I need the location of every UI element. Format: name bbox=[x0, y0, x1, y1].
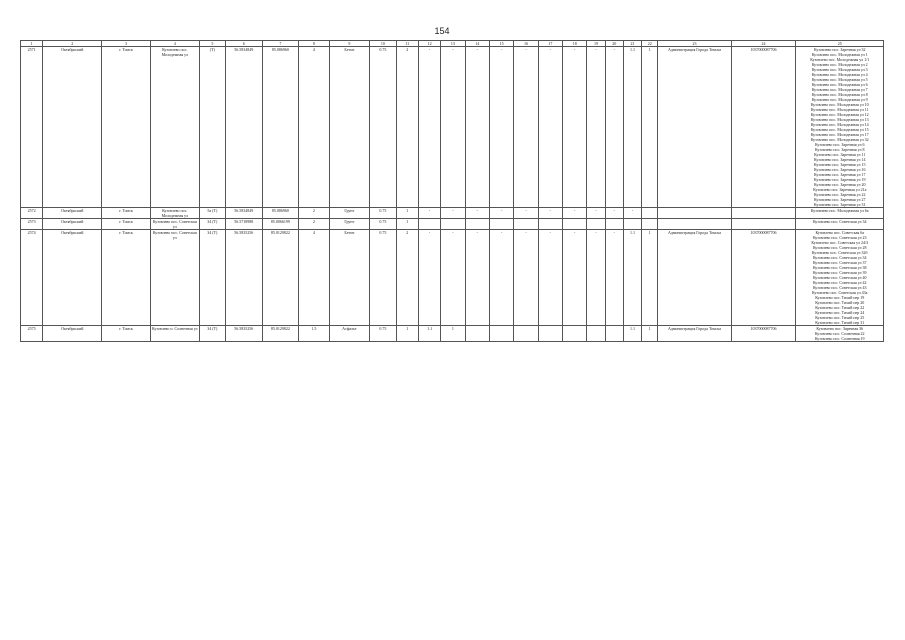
header-cell: 11 bbox=[396, 41, 418, 47]
address-line: Кузовлево пос. Молодежная ул 17 bbox=[810, 132, 869, 137]
header-cell: 8 bbox=[299, 41, 329, 47]
table-cell bbox=[605, 326, 623, 342]
header-cell: 19 bbox=[587, 41, 605, 47]
table-cell bbox=[605, 219, 623, 230]
address-line: Кузовлево пос. Молодежная ул 4 bbox=[811, 72, 868, 77]
table-cell bbox=[465, 219, 489, 230]
table-cell: 2 bbox=[299, 208, 329, 219]
address-line: Кузовлево пос. Заречная ул 22 bbox=[814, 192, 866, 197]
address-list-cell bbox=[796, 230, 884, 326]
address-line: Кузовлево пос. Советская ул 24/3 bbox=[811, 240, 869, 245]
table-cell: - bbox=[514, 230, 538, 326]
table-cell: 2572 bbox=[21, 208, 43, 219]
address-line: Кузовлево пос. Заречная ул 14 bbox=[814, 157, 866, 162]
address-line: Кузовлево пос. Молодежная ул 13 bbox=[810, 117, 869, 122]
table-cell: - bbox=[489, 47, 513, 208]
address-line: Кузовлево пос. Тихий пер 31 bbox=[815, 320, 865, 325]
address-line: Кузовлево пос. Советская ул 32б bbox=[811, 250, 868, 255]
table-cell: г. Томск bbox=[102, 326, 151, 342]
table-cell bbox=[538, 219, 562, 230]
table-cell: - bbox=[465, 208, 489, 219]
table-row bbox=[21, 47, 884, 208]
table-cell: - bbox=[538, 47, 562, 208]
table-cell: 56.5835256 bbox=[226, 326, 263, 342]
table-cell: 56.5834849 bbox=[226, 47, 263, 208]
page-number: 154 bbox=[434, 26, 450, 36]
header-cell: 7 bbox=[262, 41, 299, 47]
address-line: Кузовлево пос. Советская ул 28 bbox=[812, 245, 867, 250]
table-cell: 5а (Т) bbox=[199, 208, 225, 219]
address-line: Кузовлево пос. Советская ул 39 bbox=[812, 270, 867, 275]
address-line: Кузовлево пос. Молодежная ул 6 bbox=[811, 82, 868, 87]
table-cell: 34 (Т) bbox=[199, 219, 225, 230]
address-line: Кузовлево пос. Заречная ул 16 bbox=[814, 167, 866, 172]
table-cell: - bbox=[441, 47, 465, 208]
address-line: Кузовлево пос. Молодежная ул 8 bbox=[811, 92, 868, 97]
address-line: Кузовлево пос. Солнечная 19 bbox=[814, 336, 865, 341]
address-line: Кузовлево пос. Тихий пер 20 bbox=[815, 300, 865, 305]
table-cell: - bbox=[465, 230, 489, 326]
address-line: Кузовлево пос. Заречная ул 32 bbox=[814, 47, 866, 52]
table-cell: г. Томск bbox=[102, 230, 151, 326]
table-cell: 85.0129822 bbox=[262, 230, 299, 326]
table-cell: 2571 bbox=[21, 47, 43, 208]
table-cell: 1 bbox=[441, 326, 465, 342]
table-cell: 4 bbox=[299, 230, 329, 326]
table-cell: Кузовлево пос. Молодежная ул bbox=[150, 47, 199, 208]
address-line: Кузовлево пос. Молодежная ул 11 bbox=[810, 107, 869, 112]
header-cell: 20 bbox=[605, 41, 623, 47]
table-cell: 1037000087706 bbox=[731, 230, 796, 326]
address-line: Кузовлево пос. Молодежная ул 2 bbox=[811, 62, 868, 67]
table-cell: Грунт bbox=[329, 208, 370, 219]
table-cell: Кузовлево пос. Молодежная ул bbox=[150, 208, 199, 219]
table-cell: Администрация Города Томска bbox=[658, 326, 731, 342]
address-line: Кузовлево пос. Заречная 36 bbox=[816, 326, 864, 331]
table-row bbox=[21, 326, 884, 342]
address-list-cell bbox=[796, 47, 884, 208]
table-cell: - bbox=[563, 230, 587, 326]
address-line: Кузовлево пос. Солнечная 22 bbox=[814, 331, 865, 336]
table-cell: 0.75 bbox=[370, 326, 396, 342]
header-cell: 6 bbox=[226, 41, 263, 47]
table-cell: 1 bbox=[642, 47, 658, 208]
table-cell: Бетон bbox=[329, 47, 370, 208]
header-cell: 25 bbox=[796, 41, 884, 47]
header-cell: 10 bbox=[370, 41, 396, 47]
table-cell: - bbox=[514, 208, 538, 219]
table-cell: - bbox=[605, 47, 623, 208]
table-cell: - bbox=[538, 208, 562, 219]
table-cell: 1 bbox=[396, 219, 418, 230]
header-cell: 22 bbox=[642, 41, 658, 47]
table-cell: - bbox=[418, 230, 440, 326]
header-cell: 14 bbox=[465, 41, 489, 47]
table-cell: г. Томск bbox=[102, 208, 151, 219]
table-cell: 1.5 bbox=[299, 326, 329, 342]
address-line: Кузовлево пос. Советская ул 43 bbox=[812, 285, 867, 290]
table-cell: - bbox=[623, 208, 641, 219]
header-cell: 24 bbox=[731, 41, 796, 47]
table-cell: Кузовлево п. Солнечная ул bbox=[150, 326, 199, 342]
table-cell: 34 (Т) bbox=[199, 326, 225, 342]
address-line: Кузовлево пос. Заречная ул 17 bbox=[814, 172, 866, 177]
address-line: Кузовлево пос. Молодежная ул 1/1 bbox=[810, 57, 870, 62]
table-cell: 1.1 bbox=[418, 326, 440, 342]
table-cell: 2 bbox=[299, 219, 329, 230]
address-line: Кузовлево пос. Тихий пер 24 bbox=[815, 310, 865, 315]
table-cell: Октябрьский bbox=[43, 326, 102, 342]
table-cell: 1 bbox=[642, 326, 658, 342]
table-cell: Администрация Города Томска bbox=[658, 47, 731, 208]
address-line: Кузовлево пос. Советская ул 37 bbox=[812, 260, 867, 265]
table-cell bbox=[642, 208, 658, 219]
table-cell: Грунт bbox=[329, 219, 370, 230]
header-cell: 3 bbox=[102, 41, 151, 47]
address-list-cell bbox=[796, 219, 884, 230]
header-cell: 4 bbox=[150, 41, 199, 47]
address-list-cell bbox=[796, 326, 884, 342]
address-line: Кузовлево пос. Заречная ул 20 bbox=[814, 182, 866, 187]
address-line: Кузовлево пос. Молодежная ул 1 bbox=[811, 52, 868, 57]
table-cell: 2574 bbox=[21, 230, 43, 326]
table-cell: - bbox=[441, 230, 465, 326]
table-cell: Администрация Города Томска bbox=[658, 230, 731, 326]
table-cell: - bbox=[563, 208, 587, 219]
table-cell bbox=[658, 219, 731, 230]
header-cell: 1 bbox=[21, 41, 43, 47]
header-cell: 2 bbox=[43, 41, 102, 47]
header-cell: 12 bbox=[418, 41, 440, 47]
table-cell bbox=[587, 219, 605, 230]
table-cell: 1037000087706 bbox=[731, 47, 796, 208]
table-cell: 85.0066199 bbox=[262, 219, 299, 230]
address-line: Кузовлево пос. Советская ул 34 bbox=[812, 255, 867, 260]
table-cell: 85.0129822 bbox=[262, 326, 299, 342]
header-cell: 23 bbox=[658, 41, 731, 47]
table-cell: 1 bbox=[396, 326, 418, 342]
address-line: Кузовлево пос. Советская ул 42 bbox=[812, 280, 867, 285]
table-cell: Бетон bbox=[329, 230, 370, 326]
table-cell: Октябрьский bbox=[43, 208, 102, 219]
table-cell: г. Томск bbox=[102, 219, 151, 230]
address-line: Кузовлево пос. Советская ул 23 bbox=[812, 235, 867, 240]
table-cell: 85.086960 bbox=[262, 208, 299, 219]
header-cell: 18 bbox=[563, 41, 587, 47]
address-line: Кузовлево пос. Молодежная ул 32 bbox=[810, 137, 869, 142]
table-cell: - bbox=[489, 230, 513, 326]
address-line: Кузовлево пос. Молодежная ул 12 bbox=[810, 112, 869, 117]
address-line: Кузовлево пос. Заречная ул 19 bbox=[814, 177, 866, 182]
table-cell bbox=[418, 219, 440, 230]
table-cell: 2 bbox=[396, 47, 418, 208]
table-cell: - bbox=[441, 208, 465, 219]
table-cell: Асфальт bbox=[329, 326, 370, 342]
table-cell bbox=[658, 208, 731, 219]
table-row bbox=[21, 219, 884, 230]
table-cell bbox=[489, 326, 513, 342]
address-line: Кузовлево пос. Советская ул 38 bbox=[812, 265, 867, 270]
address-line: Кузовлево пос. Заречная ул 31 bbox=[814, 202, 866, 207]
address-line: Кузовлево пос. Молодежная ул 9 bbox=[811, 97, 868, 102]
table-cell: 1 bbox=[642, 230, 658, 326]
table-cell: 2573 bbox=[21, 219, 43, 230]
table-cell bbox=[563, 326, 587, 342]
address-line: Кузовлево пос. Молодежная ул 14 bbox=[810, 122, 869, 127]
header-cell: 15 bbox=[489, 41, 513, 47]
address-line: Кузовлево пос. Тихий пер 19 bbox=[815, 295, 865, 300]
address-line: Кузовлево пос. Заречная ул 15 bbox=[814, 162, 866, 167]
table-cell: Октябрьский bbox=[43, 47, 102, 208]
table-row bbox=[21, 230, 884, 326]
table-cell: 1 bbox=[396, 208, 418, 219]
table-cell: 1.1 bbox=[623, 230, 641, 326]
table-cell: - bbox=[605, 230, 623, 326]
table-cell bbox=[587, 326, 605, 342]
table-cell bbox=[623, 219, 641, 230]
table-cell: - bbox=[587, 208, 605, 219]
table-cell: 56.5835256 bbox=[226, 230, 263, 326]
table-cell bbox=[489, 219, 513, 230]
table-cell: - bbox=[489, 208, 513, 219]
table-cell: 1037000087706 bbox=[731, 326, 796, 342]
header-cell: 17 bbox=[538, 41, 562, 47]
table-row bbox=[21, 208, 884, 219]
table-cell: 85.086960 bbox=[262, 47, 299, 208]
table-cell bbox=[538, 326, 562, 342]
header-cell: 21 bbox=[623, 41, 641, 47]
table-cell: - bbox=[605, 208, 623, 219]
header-cell: 5 bbox=[199, 41, 225, 47]
table-cell: (Т) bbox=[199, 47, 225, 208]
address-line: Кузовлево пос. Заречная ул 27 bbox=[814, 197, 866, 202]
table-cell: - bbox=[563, 47, 587, 208]
table-cell: 0.75 bbox=[370, 208, 396, 219]
address-line: Кузовлево пос. Молодежная ул 15 bbox=[810, 127, 869, 132]
address-line: Кузовлево пос. Тихий пер 25 bbox=[815, 315, 865, 320]
table-cell: 0.75 bbox=[370, 230, 396, 326]
address-line: Кузовлево пос. Заречная ул 6 bbox=[815, 142, 865, 147]
table-cell: 4 bbox=[299, 47, 329, 208]
header-cell: 9 bbox=[329, 41, 370, 47]
address-line: Кузовлево пос. Советская ул 43а bbox=[812, 290, 868, 295]
table-cell: - bbox=[418, 47, 440, 208]
address-line: Кузовлево пос. Молодежная ул 10 bbox=[810, 102, 869, 107]
address-line: Кузовлево пос. Молодежная ул 6а bbox=[810, 208, 869, 213]
table-cell: 2575 bbox=[21, 326, 43, 342]
table-cell: 56.5834849 bbox=[226, 208, 263, 219]
table-cell: 0.75 bbox=[370, 47, 396, 208]
address-line: Кузовлево пос. Молодежная ул 5 bbox=[811, 77, 868, 82]
table-cell: 1.1 bbox=[623, 47, 641, 208]
address-line: Кузовлево пос. Молодежная ул 7 bbox=[811, 87, 868, 92]
table-cell bbox=[731, 208, 796, 219]
table-cell: г. Томск bbox=[102, 47, 151, 208]
address-line: Кузовлево пос. Заречная ул 21а bbox=[813, 187, 867, 192]
table-cell: - bbox=[514, 47, 538, 208]
table-cell bbox=[465, 326, 489, 342]
table-cell: - bbox=[587, 47, 605, 208]
table-cell bbox=[514, 219, 538, 230]
table-cell: 2 bbox=[396, 230, 418, 326]
address-line: Кузовлево пос. Заречная ул 8 bbox=[815, 147, 865, 152]
table-cell: - bbox=[465, 47, 489, 208]
table-cell bbox=[642, 219, 658, 230]
registry-table bbox=[20, 40, 884, 342]
table-cell: 1.1 bbox=[623, 326, 641, 342]
table-cell: 34 (Т) bbox=[199, 230, 225, 326]
address-line: Кузовлево пос. Советская 6а bbox=[815, 230, 865, 235]
address-line: Кузовлево пос. Советская ул 40 bbox=[812, 275, 867, 280]
table-cell: 56.5718988 bbox=[226, 219, 263, 230]
table-cell: Октябрьский bbox=[43, 219, 102, 230]
table-cell: - bbox=[538, 230, 562, 326]
table-cell: Кузовлево пос. Советская ул bbox=[150, 230, 199, 326]
header-cell: 16 bbox=[514, 41, 538, 47]
table-cell: - bbox=[418, 208, 440, 219]
header-cell: 13 bbox=[441, 41, 465, 47]
table-cell: - bbox=[587, 230, 605, 326]
address-line: Кузовлево пос. Советская ул 34 bbox=[812, 219, 867, 224]
address-line: Кузовлево пос. Тихий пер 22 bbox=[815, 305, 865, 310]
table-cell bbox=[563, 219, 587, 230]
table-cell: 0.75 bbox=[370, 219, 396, 230]
table-cell: Кузовлево пос. Советская ул bbox=[150, 219, 199, 230]
table-cell bbox=[731, 219, 796, 230]
address-list-cell bbox=[796, 208, 884, 219]
table-cell: Октябрьский bbox=[43, 230, 102, 326]
address-line: Кузовлево пос. Молодежная ул 3 bbox=[811, 67, 868, 72]
table-cell bbox=[514, 326, 538, 342]
table-cell bbox=[441, 219, 465, 230]
address-line: Кузовлево пос. Заречная ул 11 bbox=[814, 152, 866, 157]
